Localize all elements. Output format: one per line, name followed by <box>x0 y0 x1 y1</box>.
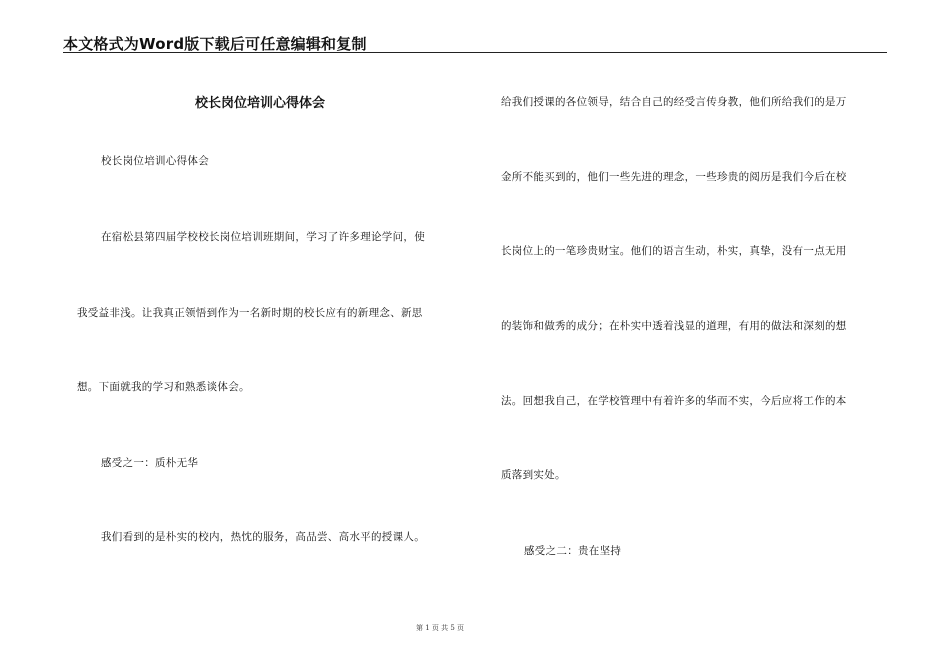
header-divider <box>63 52 887 53</box>
left-paragraph-line: 想。下面就我的学习和熟悉谈体会。 <box>77 381 250 393</box>
right-section-heading: 感受之二：贵在坚持 <box>524 545 622 557</box>
header-title: 本文格式为Word版下载后可任意编辑和复制 <box>63 35 367 53</box>
left-section-heading: 感受之一：质朴无华 <box>101 457 199 469</box>
right-paragraph-line: 金所不能买到的，他们一些先进的理念，一些珍贵的阅历是我们今后在校 <box>501 171 847 183</box>
left-paragraph-line: 我受益非浅。让我真正领悟到作为一名新时期的校长应有的新理念、新思 <box>77 307 423 319</box>
document-title: 校长岗位培训心得体会 <box>194 96 325 111</box>
left-paragraph-line: 在宿松县第四届学校校长岗位培训班期间，学习了许多理论学问，使 <box>101 231 425 243</box>
right-paragraph-line: 法。回想我自己，在学校管理中有着许多的华而不实，今后应将工作的本 <box>501 395 847 407</box>
right-paragraph-line: 长岗位上的一笔珍贵财宝。他们的语言生动，朴实，真挚，没有一点无用 <box>501 245 847 257</box>
right-paragraph-line: 给我们授课的各位领导，结合自己的经受言传身教，他们所给我们的是万 <box>501 96 847 108</box>
page-footer: 第 1 页 共 5 页 <box>415 624 465 632</box>
left-paragraph-subtitle: 校长岗位培训心得体会 <box>101 155 209 167</box>
left-paragraph-line: 我们看到的是朴实的校内，热忱的服务，高品尝、高水平的授课人。 <box>101 531 425 543</box>
right-paragraph-line: 的装饰和做秀的成分；在朴实中透着浅显的道理，有用的做法和深刻的想 <box>501 320 847 332</box>
right-paragraph-line: 质落到实处。 <box>501 469 566 481</box>
